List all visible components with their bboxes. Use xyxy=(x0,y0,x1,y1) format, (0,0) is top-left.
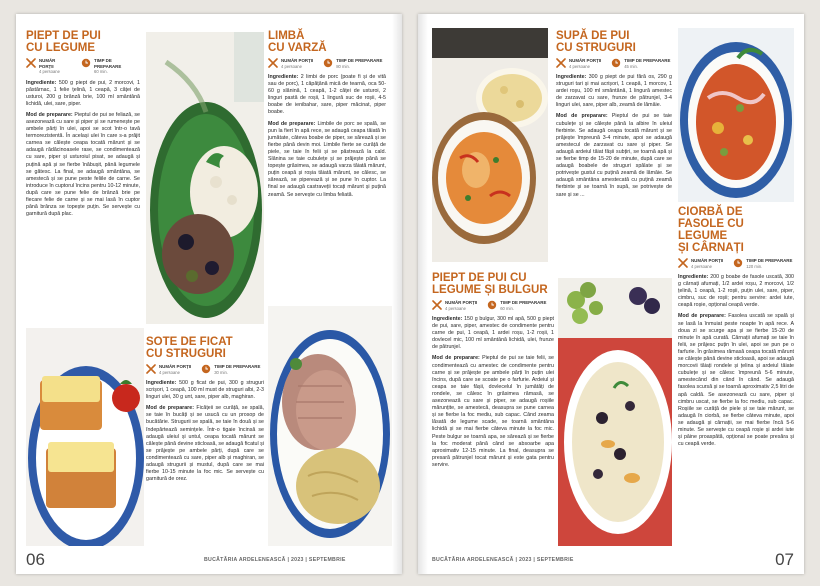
servings-meta xyxy=(678,258,723,269)
ingredients-label: Ingrediente: xyxy=(146,380,177,386)
recipe-limba-varza xyxy=(268,30,386,203)
ingredients-label: Ingrediente: xyxy=(678,274,709,280)
recipe-supa-struguri xyxy=(556,30,672,203)
time-meta xyxy=(611,58,670,69)
servings-value: 4 persoane xyxy=(281,63,302,69)
recipe-body xyxy=(146,380,264,483)
ingredients-paragraph xyxy=(146,380,264,401)
recipe-meta xyxy=(678,258,794,269)
time-value: 30 min. xyxy=(214,369,228,375)
method-text: Ficățeii se curăță, se spală, se taie în bucăți și se usucă cu un prosop de bucătărie. Strugurii se spală, se taie în două și se îndepărtează semințele. Într-o tigaie încinsă se adaugă uleiul și untul, ceapa tocată mărunt se călește până devine sticloasă, se adaugă ficatul și se prăjește pe ambele părți, după care se condimentează cu sare, piper alb și maghiran, se adaugă strugurii și mustul, după care se mai fierbe 10-15 minute la foc mic. Se servește cu garnitură de orez. xyxy=(146,405,265,483)
gutter-shadow xyxy=(392,14,402,574)
recipe-body xyxy=(26,80,140,219)
ingredients-label: Ingrediente: xyxy=(26,79,57,86)
recipe-title: PIEPT DE PUI CU LEGUME ȘI BULGUR xyxy=(432,272,548,296)
method-paragraph xyxy=(26,112,140,218)
page-footer xyxy=(418,552,804,568)
ingredients-paragraph xyxy=(556,74,672,109)
servings-meta xyxy=(146,364,191,375)
left-page xyxy=(16,14,402,574)
servings-label: NUMĂR PORȚII xyxy=(445,300,478,305)
time-value: 80 min. xyxy=(336,63,350,69)
time-value: 120 min. xyxy=(746,263,763,269)
ingredients-paragraph xyxy=(678,274,794,309)
ingredients-text: 300 g piept de pui fără os, 290 g struguri tari și mai acrișori, 1 ceapă, 1 morcov, 1 ardei roșu, 100 ml smântână, 1 lingură amestec de zarzavat cu sare, frunze de pătrunjel, 3-4 linguri ulei, sare, piper alb, zeamă de lămâie. xyxy=(556,74,672,109)
method-text: Fasolea uscată se spală și se lasă la înmuiat peste noapte în apă rece. A doua zi se scurge apa și se fierbe 15-20 de minute în apă curată. Cârnații afumați se taie în felii, se prăjesc puțin în ulei, apoi se pun pe o farfurie. În grăsimea rămasă ceapa tocată mărunt se călește până devine sticloasă, apoi se adaugă morcovii tăiați rondele și țelina și ardeiul tăiate cubulețe și se călesc împreună 5-6 minute, amestecând din când în când. Se adaugă fasolea scursă și se toarnă aproximativ 2,5 litri de apă caldă. Se asezonează cu sare, piper și cimbru uscat, se fierbe la foc mediu, sub capac. Roșiile se curăță de piele și se taie mărunt, se adaugă în ciorbă, se fierbe câteva minute, apoi se adaugă și cârnații, se mai fierbe încă 5-6 minute. Se servește cu ceapă roșie și ardei iute și pâine proaspătă, opțional se poate presăra și cu ceapă verde. xyxy=(678,313,794,448)
recipe-meta xyxy=(556,58,672,69)
recipe-title: LIMBĂ CU VARZĂ xyxy=(268,30,327,54)
servings-icon xyxy=(26,58,36,68)
ingredients-label: Ingrediente: xyxy=(432,316,463,322)
recipe-title: CIORBĂ DE FASOLE CU LEGUME ȘI CÂRNAȚI xyxy=(678,206,744,254)
time-label: TIMP DE PREPARARE xyxy=(624,58,671,63)
magazine-footer: BUCĂTĂRIA ARDELENEASCĂ | 2023 | SEPTEMBRIE xyxy=(432,557,574,563)
ingredients-paragraph xyxy=(268,74,386,117)
servings-meta xyxy=(432,300,477,311)
recipe-piept-legume xyxy=(26,30,140,222)
servings-label: NUMĂR PORȚII xyxy=(159,364,192,369)
time-meta xyxy=(733,258,792,269)
ingredients-text: 500 g piept de pui, 2 morcovi, 1 păstârnac, 1 felie țelină, 1 ceapă, 3 căței de usturoi, 200 g brânză brie, 100 ml smântână lichidă, ulei, sare, piper. xyxy=(26,79,140,107)
ingredients-paragraph xyxy=(26,80,140,108)
time-value: 60 min. xyxy=(500,305,514,311)
time-label: TIMP DE PREPARARE xyxy=(746,258,793,263)
servings-meta xyxy=(26,58,71,75)
servings-meta xyxy=(556,58,601,69)
time-meta xyxy=(323,58,382,69)
recipe-title: SUPĂ DE PUI CU STRUGURI xyxy=(556,30,636,54)
method-paragraph xyxy=(146,405,264,483)
time-value: 60 min. xyxy=(94,69,108,74)
servings-icon xyxy=(268,58,278,68)
method-label: Mod de preparare: xyxy=(556,113,608,120)
servings-value: 4 persoane xyxy=(569,63,590,69)
right-page xyxy=(418,14,804,574)
servings-value: 4 persoane xyxy=(691,263,712,269)
servings-value: 4 persoane xyxy=(445,305,466,311)
method-paragraph xyxy=(268,121,386,199)
photo-piept-brie xyxy=(26,328,144,546)
method-paragraph xyxy=(556,113,672,198)
method-text: Pieptul de pui se feliază, se asezonează cu sare și piper și se rumenește pe ambele părți în ulei, apoi se scot într-o tavă termorezistentă. În același ulei în care s-a prăjit carnea se călește ceapa tocată mărunt și se adaugă rădăcinoasele rase, se condimentează cu sare, piper și usturoiul pisat, se adaugă și puțină apă și se fierbe înăbușit, până legumele se gătesc. La final, se adaugă smântâna, se amestecă și se pune peste feliile de carne. Se introduce în cuptorul încins pentru 10-12 minute, după care se pune felie de brânză brie pe fiecare felie de carne și se mai lasă în cuptor până brânza se topește puțin. Se servește cu garnitură după plac. xyxy=(26,111,140,218)
photo-ficat-orez xyxy=(146,32,264,324)
recipe-piept-bulgur xyxy=(432,272,554,473)
page-number: 06 xyxy=(26,550,45,569)
servings-label: NUMĂR PORȚII xyxy=(569,58,602,63)
clock-icon xyxy=(323,58,333,68)
method-label: Mod de preparare: xyxy=(26,111,73,118)
method-text: Limbile de porc se spală, se pun la fiert în apă rece, se adaugă ceapa tăiată în jumătate, câteva boabe de piper, se sărează și se fierbe până devin moi. Limbile fierte se curăță de piele, se taie în felii și se păstrează la cald. Slănina se taie cubulețe și se prăjește până se topește grăsimea, se adaugă varza tăiată mărunt, puțin ceapă și roșia tăiată mărunt, se călesc, se sărează, se piperează și se pune în cuptor. La final se adaugă castraveții tocați mărunt și puțină zeamă. Se servește cu limba feliată. xyxy=(268,120,386,198)
servings-value: 4 persoane xyxy=(39,69,60,74)
method-paragraph xyxy=(678,313,794,448)
recipe-meta xyxy=(432,300,554,311)
method-text: Pieptul de pui se taie cubulețe și se călește până la albire în uleiul fierbinte. Se adaugă ceapa tocată mărunt și se prăjește împreună 3-4 minute, apoi se adaugă amestecul de zarzavat cu sare și piper. Se adaugă ardeiul tăiat fâșii subțiri, se toarnă apă și se fierbe timp de 15-20 de minute, după care se adaugă boabele de struguri spălate și se potrivește gustul cu puțină zeamă de lămâie. Se adaugă smântâna amestecată cu puțină zeamă fierbinte și se toarnă în supă, se potrivește de sare și se ... xyxy=(556,113,672,198)
clock-icon xyxy=(733,258,743,268)
time-label: TIMP DE PREPARARE xyxy=(214,364,261,369)
servings-value: 4 persoane xyxy=(159,369,180,375)
recipe-body xyxy=(678,274,794,448)
servings-meta xyxy=(268,58,313,69)
photo-limba-varza xyxy=(268,306,392,546)
clock-icon xyxy=(487,300,497,310)
servings-label: NUMĂR PORȚII xyxy=(691,258,724,263)
recipe-meta xyxy=(146,364,264,375)
time-label: TIMP DE PREPARARE xyxy=(336,58,383,63)
method-text: Pieptul de pui se taie felii, se condimentează cu amestec de condimente pentru carne și se prăjește pe ambele părți în puțin ulei încins, după care se scoate pe o farfurie. Ardeiul și ceapa se taie fâșii, dovlecelul în jumătăți de rondele, se călesc în grăsimea rămasă, se asezonează cu sare și piper, se adaugă roșiile mărunțite, se amestecă, deasupra se pune carnea și se fierbe la foc mediu, sub capac. Când zeama lăsată de legume scade, se toarnă smântâna lichidă și se mai fierbe câteva minute la foc mic. Peste bulgur se toarnă apa, se sărează și se fierbe la foc moderat până când se absoarbe apa aproximativ 12-15 minute. La final, deasupra se presară pătrunjel tocat mărunt și este gata pentru servire. xyxy=(432,355,554,468)
servings-icon xyxy=(678,258,688,268)
recipe-body xyxy=(432,316,554,469)
time-meta xyxy=(487,300,546,311)
method-label: Mod de preparare: xyxy=(268,120,316,127)
gutter-shadow xyxy=(418,14,428,574)
page-number: 07 xyxy=(775,550,794,569)
ingredients-label: Ingrediente: xyxy=(268,74,299,80)
servings-label: NUMĂR PORȚII xyxy=(281,58,314,63)
time-meta xyxy=(201,364,260,375)
recipe-body xyxy=(268,74,386,199)
recipe-meta xyxy=(268,58,386,69)
method-label: Mod de preparare: xyxy=(146,405,194,412)
method-label: Mod de preparare: xyxy=(432,355,480,362)
recipe-ciorba-fasole xyxy=(678,206,794,452)
magazine-footer: BUCĂTĂRIA ARDELENEASCĂ | 2023 | SEPTEMBRIE xyxy=(204,557,346,563)
time-value: 45 min. xyxy=(624,63,638,69)
servings-icon xyxy=(432,300,442,310)
clock-icon xyxy=(611,58,621,68)
photo-ciorba-fasole xyxy=(558,278,672,546)
recipe-meta xyxy=(26,58,140,75)
ingredients-paragraph xyxy=(432,316,554,351)
servings-label: NUMĂR PORȚII xyxy=(39,58,56,69)
servings-icon xyxy=(146,364,156,374)
time-label: TIMP DE PREPARARE xyxy=(94,58,122,69)
time-meta xyxy=(81,58,140,75)
page-footer xyxy=(16,552,402,568)
clock-icon xyxy=(201,364,211,374)
method-paragraph xyxy=(432,355,554,469)
recipe-sote-ficat xyxy=(146,336,264,487)
ingredients-text: 2 limbi de porc (poate fi și de vită sau de porc), 1 căpățână mică de tearnă, oca 50-60 g slănină, 1 ceapă, 1-2 căței de usturoi, 2 linguri pastă de roșii, 1 lingură suc de roșii, 4-5 boabe de ienibahar, sare, piper măcinat, piper boabe. xyxy=(268,74,386,116)
ingredients-label: Ingrediente: xyxy=(556,74,587,80)
servings-icon xyxy=(556,58,566,68)
photo-supa-struguri xyxy=(432,28,548,262)
time-label: TIMP DE PREPARARE xyxy=(500,300,547,305)
recipe-title: PIEPT DE PUI CU LEGUME xyxy=(26,30,101,54)
recipe-body xyxy=(556,74,672,199)
method-label: Mod de preparare: xyxy=(678,313,726,320)
photo-piept-legume-bulgur xyxy=(678,28,794,202)
ingredients-text: 200 g boabe de fasole uscată, 300 g cârnați afumați, 1/2 ardei roșu, 2 morcovi, 1/2 țelină, 1 ceapă, 1-2 roșii, puțin ulei, sare, piper, cimbru, suc de roșii; pentru servire: ardei iute, ceapă roșie, opțional ceapă verde. xyxy=(678,274,794,309)
clock-icon xyxy=(81,58,91,68)
ingredients-text: 500 g ficat de pui, 300 g struguri scrișori, 1 ceapă, 100 ml must de struguri albi, 2-3 linguri ulei, 30 g unt, sare, piper alb, maghiran. xyxy=(146,380,264,401)
ingredients-text: 150 g bulgur, 300 ml apă, 500 g piept de pui, sare, piper, amestec de condimente pentru carne de pui, 1 ceapă, 1 ardei roșu, 1-2 roșii, 1 dovlecel mic, 100 ml smântână lichidă, ulei, frunze de pătrunjel. xyxy=(432,316,554,351)
recipe-title: SOTE DE FICAT CU STRUGURI xyxy=(146,336,233,360)
